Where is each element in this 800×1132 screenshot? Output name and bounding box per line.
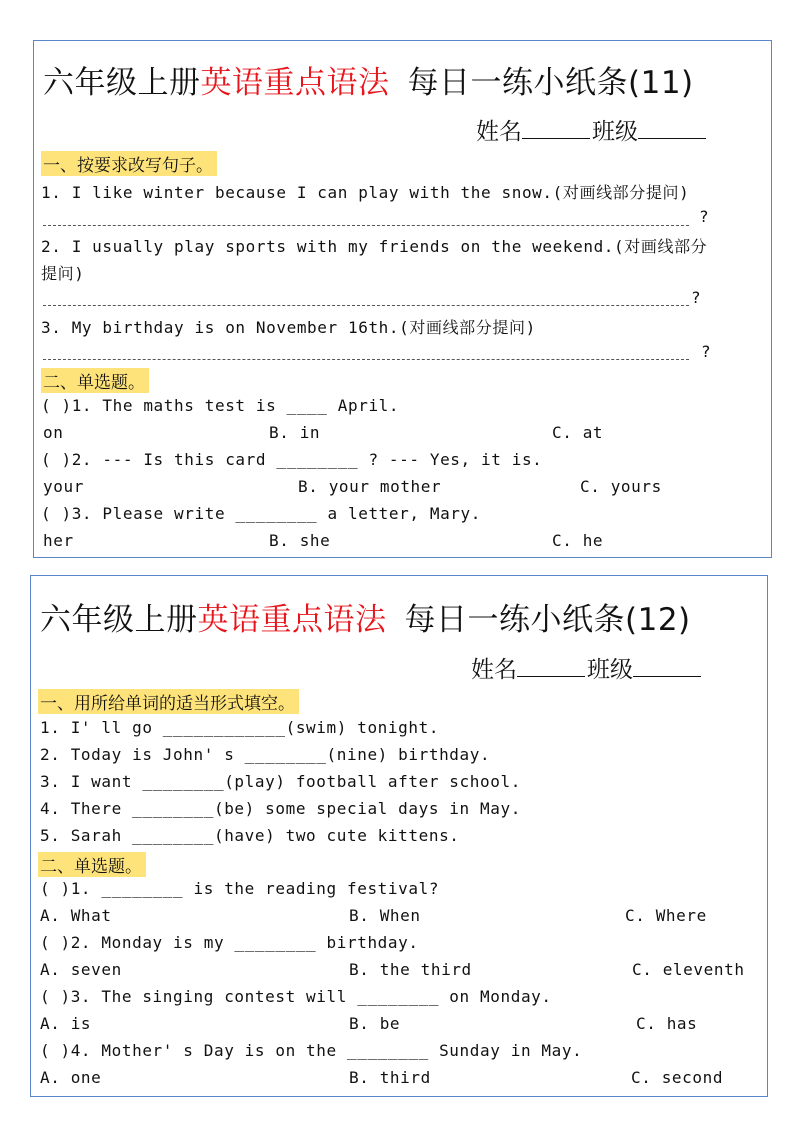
card-title <box>43 57 694 102</box>
title-topic: 英语重点语法 <box>200 65 390 101</box>
name-class-row <box>471 651 701 684</box>
option-c: C. has <box>636 1014 698 1033</box>
section-heading-rewrite: 一、按要求改写句子。 <box>41 151 217 176</box>
option-c: C. at <box>552 423 604 442</box>
name-class-row <box>476 113 706 146</box>
rewrite-question-1: 1. I like winter because I can play with the snow.(对画线部分提问) <box>41 183 690 202</box>
class-blank[interactable] <box>633 658 701 677</box>
choice-question-2: ( )2. --- Is this card ________ ? --- Yes, it is. <box>41 450 543 469</box>
section-heading-choice: 二、单选题。 <box>41 368 149 393</box>
fill-question-4: 4. There ________(be) some special days in May. <box>40 799 521 818</box>
class-label: 班级 <box>587 657 633 683</box>
option-a: your <box>43 477 84 496</box>
name-label: 姓名 <box>476 119 522 145</box>
section-heading-choice: 二、单选题。 <box>38 852 146 877</box>
option-b: B. be <box>349 1014 401 1033</box>
option-a: A. What <box>40 906 112 925</box>
title-grade: 六年级上册 <box>40 602 198 638</box>
fill-question-3: 3. I want ________(play) football after school. <box>40 772 521 791</box>
answer-line-3[interactable] <box>43 359 689 360</box>
choice-question-4: ( )4. Mother' s Day is on the ________ Sunday in May. <box>40 1041 583 1060</box>
choice-question-1: ( )1. The maths test is ____ April. <box>41 396 400 415</box>
section-heading-fill-blank: 一、用所给单词的适当形式填空。 <box>38 689 299 714</box>
rewrite-question-2-cont: 提问) <box>41 264 85 283</box>
option-b: B. third <box>349 1068 431 1087</box>
class-blank[interactable] <box>638 120 706 139</box>
option-a: her <box>43 531 74 550</box>
name-blank[interactable] <box>517 658 585 677</box>
choice-question-3: ( )3. The singing contest will ________ on Monday. <box>40 987 552 1006</box>
option-a: A. one <box>40 1068 102 1087</box>
title-grade: 六年级上册 <box>43 65 201 101</box>
title-exercise: 每日一练小纸条(11) <box>407 65 694 101</box>
fill-question-5: 5. Sarah ________(have) two cute kittens. <box>40 826 460 845</box>
fill-question-1: 1. I' ll go ____________(swim) tonight. <box>40 718 440 737</box>
option-c: C. eleventh <box>632 960 745 979</box>
title-topic: 英语重点语法 <box>197 602 387 638</box>
class-label: 班级 <box>592 119 638 145</box>
option-b: B. she <box>269 531 331 550</box>
name-label: 姓名 <box>471 657 517 683</box>
option-c: C. Where <box>625 906 707 925</box>
rewrite-question-2: 2. I usually play sports with my friends on the weekend.(对画线部分 <box>41 237 708 256</box>
option-c: C. yours <box>580 477 662 496</box>
option-b: B. the third <box>349 960 472 979</box>
answer-line-1[interactable] <box>43 225 689 226</box>
choice-question-2: ( )2. Monday is my ________ birthday. <box>40 933 419 952</box>
worksheet-card-12 <box>30 575 768 1097</box>
choice-question-3: ( )3. Please write ________ a letter, Mary. <box>41 504 482 523</box>
option-a: A. is <box>40 1014 92 1033</box>
title-exercise: 每日一练小纸条(12) <box>404 602 691 638</box>
option-c: C. he <box>552 531 604 550</box>
answer-question-mark-2: ? <box>691 288 701 307</box>
option-a: A. seven <box>40 960 122 979</box>
option-b: B. your mother <box>298 477 442 496</box>
answer-question-mark-3: ? <box>701 342 711 361</box>
option-a: on <box>43 423 64 442</box>
rewrite-question-3: 3. My birthday is on November 16th.(对画线部分提问) <box>41 318 536 337</box>
worksheet-card-11 <box>33 40 772 558</box>
option-b: B. When <box>349 906 421 925</box>
name-blank[interactable] <box>522 120 590 139</box>
option-c: C. second <box>631 1068 724 1087</box>
answer-line-2[interactable] <box>43 305 689 306</box>
option-b: B. in <box>269 423 321 442</box>
card-title <box>40 594 691 639</box>
choice-question-1: ( )1. ________ is the reading festival? <box>40 879 440 898</box>
fill-question-2: 2. Today is John' s ________(nine) birthday. <box>40 745 491 764</box>
answer-question-mark-1: ? <box>699 207 709 226</box>
